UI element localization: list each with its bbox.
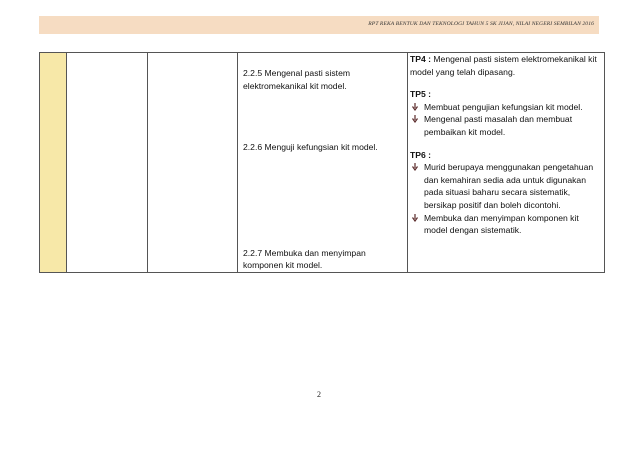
tp4-text: Mengenal pasti sistem elektromekanikal kit model yang telah dipasang. xyxy=(410,54,597,77)
lesson-plan-table xyxy=(39,52,605,273)
tp4-label: TP4 : xyxy=(410,54,432,64)
list-item: Membuat pengujian kefungsian kit model. xyxy=(410,101,600,114)
tp5-label: TP5 : xyxy=(410,89,432,100)
week-cell xyxy=(40,53,67,273)
content-standard-cell xyxy=(148,53,238,273)
topic-cell xyxy=(67,53,148,273)
learning-standard-2-2-7: 2.2.7 Membuka dan menyimpan komponen kit model. xyxy=(243,247,366,271)
arrow-bullet-icon xyxy=(411,214,419,222)
tp6-block xyxy=(408,139,604,251)
list-item: Mengenal pasti masalah dan membuat pembaikan kit model. xyxy=(410,113,600,138)
table-row xyxy=(40,53,605,273)
tp6-list xyxy=(410,161,600,237)
tp6-label: TP6 : xyxy=(410,149,432,160)
list-item: Murid berupaya menggunakan pengetahuan dan kemahiran sedia ada untuk digunakan pada situasi baharu secara sistematik, bersikap positif dan boleh dicontohi. xyxy=(410,161,600,211)
learning-standards-cell xyxy=(238,53,408,273)
arrow-bullet-icon xyxy=(411,163,419,171)
learning-standard-2-2-5: 2.2.5 Mengenal pasti sistem elektromekanikal kit model. xyxy=(243,68,351,91)
learning-standard-2-2-6: 2.2.6 Menguji kefungsian kit model. xyxy=(243,142,378,153)
arrow-bullet-icon xyxy=(411,115,419,123)
performance-level-cell xyxy=(408,53,605,273)
arrow-bullet-icon xyxy=(411,103,419,111)
page-number: 2 xyxy=(317,390,321,399)
header-title: RPT REKA BENTUK DAN TEKNOLOGI TAHUN 5 SK JIJAN, NILAI NEGERI SEMBILAN 2016 xyxy=(368,21,594,27)
list-item: Membuka dan menyimpan komponen kit model dengan sistematik. xyxy=(410,212,600,237)
tp5-block xyxy=(408,78,604,138)
tp4-block xyxy=(408,53,604,78)
tp5-list xyxy=(410,101,600,139)
